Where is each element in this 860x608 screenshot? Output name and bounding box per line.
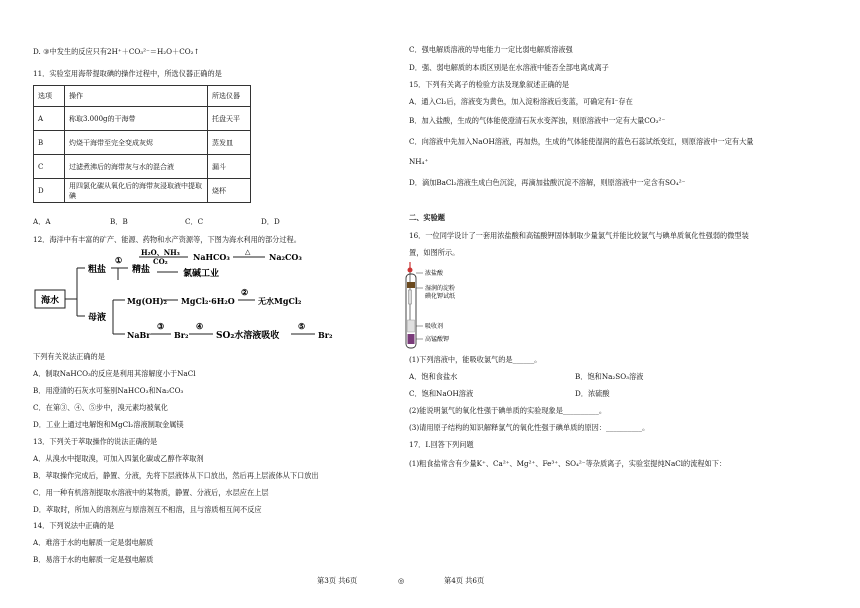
q13-option-b: B．萃取操作完成后，静置、分液，先将下层液体从下口放出，然后再上层液体从下口放出 — [33, 471, 319, 480]
label-absorbent: 吸收剂 — [425, 323, 444, 330]
nahco3-label: NaHCO₃ — [193, 252, 230, 262]
table-cell: 过滤煮沸后的海带灰与水的混合液 — [65, 155, 208, 179]
kmno4-solid — [408, 334, 415, 344]
q13-option-a: A．从溴水中提取溴，可加入四氯化碳或乙醇作萃取剂 — [33, 454, 204, 463]
label-kmno4: 高锰酸钾 — [425, 336, 450, 343]
q14-option-b: B．易溶于水的电解质一定是强电解质 — [33, 555, 154, 564]
nabr-label: NaBr — [127, 330, 151, 340]
br2-first-label: Br₂ — [174, 330, 189, 340]
q16-option-d: D．浓硫酸 — [575, 389, 610, 398]
q16-option-c: C．饱和NaOH溶液 — [409, 389, 474, 398]
test-paper-strip — [409, 290, 412, 304]
q14-option-c: C．强电解质溶液的导电能力一定比弱电解质溶液强 — [409, 45, 573, 54]
q11-stem: 11．实验室用海带提取碘的操作过程中，所选仪器正确的是 — [33, 69, 222, 78]
q15-option-c-cont: NH₄⁺ — [409, 157, 429, 166]
q16-stem-line2: 置，如图所示。 — [409, 248, 460, 257]
table-row — [34, 131, 251, 155]
q11-option-b: B．B — [110, 217, 128, 226]
q12-option-a: A．制取NaHCO₃的反应是利用其溶解度小于NaCl — [33, 369, 196, 378]
q12-lead: 下列有关说法正确的是 — [33, 352, 105, 361]
q12-option-c: C．在第③、④、⑤步中，溴元素均被氧化 — [33, 403, 168, 412]
q13-stem: 13．下列关于萃取操作的说法正确的是 — [33, 437, 158, 446]
step2-marker: ② — [241, 287, 249, 297]
q15-option-d: D．滴加BaCl₂溶液生成白色沉淀，再滴加盐酸沉淀不溶解，则原溶液中一定含有SO₄²⁻ — [409, 178, 686, 187]
label-ki-paper: 碘化钾试纸 — [425, 293, 456, 300]
right-page-number: 第4页 共6页 — [444, 576, 485, 585]
q12-stem: 12．海洋中有丰富的矿产、能源、药物和水产资源等，下图为海水利用的部分过程。 — [33, 235, 301, 244]
label-wet-starch: 湿润的淀粉 — [425, 285, 456, 292]
table-row — [34, 179, 251, 203]
q16-part1: (1)下列溶液中，能吸收氯气的是______。 — [409, 355, 542, 364]
center-mark: ◎ — [398, 576, 405, 585]
table-cell: 漏斗 — [208, 155, 251, 179]
q12-option-b: B．用澄清的石灰水可鉴别NaHCO₃和Na₂CO₃ — [33, 386, 184, 395]
na2co3-label: Na₂CO₃ — [269, 252, 302, 262]
stopper-icon — [407, 282, 415, 288]
q15-option-a: A．通入Cl₂后，溶液变为黄色，加入淀粉溶液后变蓝，可确定有I⁻存在 — [409, 97, 633, 106]
table-cell: 灼烧干海带至完全变成灰烬 — [65, 131, 208, 155]
q14-option-a: A．难溶于水的电解质一定是弱电解质 — [33, 538, 154, 547]
heat-symbol: △ — [245, 248, 251, 256]
step5-marker: ⑤ — [298, 321, 306, 331]
table-cell: 蒸发皿 — [208, 131, 251, 155]
q16-option-b: B．饱和Na₂SO₃溶液 — [575, 372, 644, 381]
q14-stem: 14．下列说法中正确的是 — [33, 521, 115, 530]
refined-salt-label: 精盐 — [132, 265, 151, 275]
q17-stem: 17．I.回答下列问题 — [409, 440, 474, 449]
table-cell: A — [34, 107, 65, 131]
table-cell: B — [34, 131, 65, 155]
step3-marker: ③ — [157, 321, 165, 331]
q15-option-b: B．加入盐酸，生成的气体能使澄清石灰水变浑浊，则原溶液中一定有大量CO₃²⁻ — [409, 116, 666, 125]
mother-liquor-label: 母液 — [88, 313, 107, 323]
q16-option-a: A．饱和食盐水 — [409, 372, 458, 381]
micro-apparatus-diagram — [405, 260, 495, 350]
step4-marker: ④ — [196, 321, 204, 331]
reagents-label: H₂O、NH₃ — [141, 248, 180, 257]
label-conc-hcl: 浓盐酸 — [425, 270, 444, 277]
br2-second-label: Br₂ — [318, 330, 333, 340]
q12-option-d: D．工业上通过电解饱和MgCl₂溶液制取金属镁 — [33, 420, 184, 429]
left-page-number: 第3页 共6页 — [317, 576, 358, 585]
so2-absorb-label: SO₂水溶液吸收 — [216, 331, 280, 341]
section-title: 二、实验题 — [409, 213, 445, 222]
q13-option-d: D．萃取时，所加入的溶剂应与原溶剂互不相溶，且与溶质相互间不反应 — [33, 505, 262, 514]
q11-option-d: D．D — [261, 217, 280, 226]
anhydrous-mgcl2-label: 无水MgCl₂ — [258, 296, 302, 306]
q15-stem: 15．下列有关离子的检验方法及现象叙述正确的是 — [409, 80, 570, 89]
mgcl2-hydrate-label: MgCl₂·6H₂O — [181, 296, 235, 306]
chloralkali-label: 氯碱工业 — [183, 269, 220, 279]
table-cell: C — [34, 155, 65, 179]
q16-stem-line1: 16．一位同学设计了一套用浓盐酸和高锰酸钾固体制取少量氯气并能比较氯气与碘单质氧化性强弱的微型装 — [409, 231, 749, 240]
table-cell: 烧杯 — [208, 179, 251, 203]
table-cell: D — [34, 179, 65, 203]
q14-option-d: D．强、弱电解质的本质区别是在水溶液中能否全部电离成离子 — [409, 63, 609, 72]
mgoh2-label: Mg(OH)₂ — [127, 296, 168, 306]
q16-part3: (3)请用原子结构的知识解释氯气的氧化性强于碘单质的原因：__________。 — [409, 423, 650, 432]
q15-option-c: C．向溶液中先加入NaOH溶液，再加热，生成的气体能使湿润的蓝色石蕊试纸变红，则原溶液中一定有大量 — [409, 137, 754, 146]
table-cell: 托盘天平 — [208, 107, 251, 131]
q17-part1: (1)粗食盐常含有少量K⁺、Ca²⁺、Mg²⁺、Fe³⁺、SO₄²⁻等杂质离子，实验室提纯NaCl的流程如下： — [409, 459, 727, 468]
table-header-row — [34, 86, 251, 107]
table-header-cell: 选项 — [34, 86, 65, 107]
seawater-flow-diagram — [33, 248, 348, 348]
co2-label: CO₂ — [153, 257, 168, 266]
q11-table — [33, 85, 251, 203]
q11-option-c: C．C — [185, 217, 204, 226]
table-header-cell: 操作 — [65, 86, 208, 107]
q16-part2: (2)能说明氯气的氧化性强于碘单质的实验现象是__________。 — [409, 406, 607, 415]
crude-salt-label: 粗盐 — [88, 265, 107, 275]
table-cell: 用四氯化碳从氧化后的海带灰浸取液中提取碘 — [65, 179, 208, 203]
table-header-cell: 所选仪器 — [208, 86, 251, 107]
table-row — [34, 107, 251, 131]
q11-option-a: A．A — [33, 217, 51, 226]
table-cell: 称取3.000g的干海带 — [65, 107, 208, 131]
seawater-label: 海水 — [40, 296, 60, 306]
table-row — [34, 155, 251, 179]
absorbent-layer — [408, 320, 415, 332]
step1-marker: ① — [115, 255, 123, 265]
dropper-bulb-icon — [408, 268, 413, 273]
q13-option-c: C．用一种有机溶剂提取水溶液中的某物质，静置、分液后，水层应在上层 — [33, 488, 269, 497]
q10-option-d: D. ③中发生的反应只有2H⁺＋CO₃²⁻＝H₂O＋CO₂↑ — [33, 47, 200, 56]
